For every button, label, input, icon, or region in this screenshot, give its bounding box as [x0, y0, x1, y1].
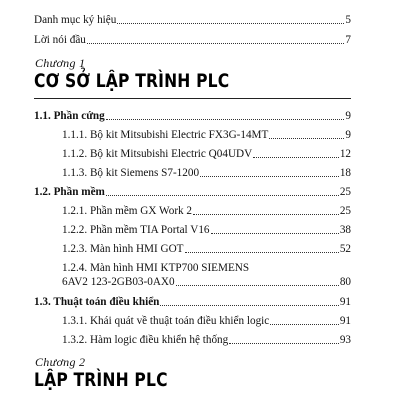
leader-dots — [106, 186, 339, 196]
toc-section-1-2[interactable] — [34, 186, 351, 199]
toc-entry-1-2-3[interactable] — [62, 243, 351, 256]
leader-dots — [229, 334, 339, 344]
toc-entry-label: 1.2.3. Màn hình HMI GOT — [62, 243, 184, 255]
toc-entry-label: Lời nói đầu — [34, 34, 86, 46]
toc-entry-1-2-2[interactable] — [62, 224, 351, 237]
leader-dots — [117, 14, 344, 24]
toc-entry-label: 1.1.3. Bộ kit Siemens S7-1200 — [62, 167, 200, 179]
leader-dots — [160, 296, 338, 306]
toc-entry-label: 1.3.2. Hàm logic điều khiển hệ thống — [62, 334, 229, 346]
toc-entry-label: 1.1.1. Bộ kit Mitsubishi Electric FX3G-14MT — [62, 129, 269, 141]
leader-dots — [211, 224, 339, 234]
toc-entry-label: 1.3. Thuật toán điều khiển — [34, 296, 160, 308]
toc-entry-symbols[interactable] — [34, 14, 351, 27]
toc-page-number: 18 — [339, 167, 351, 179]
toc-entry-1-3-1[interactable] — [62, 315, 351, 328]
toc-entry-1-2-4[interactable] — [62, 276, 351, 289]
toc-page-number: 9 — [345, 129, 351, 141]
toc-entry-preface[interactable] — [34, 34, 351, 47]
leader-dots — [106, 110, 345, 120]
chapter-2-label: Chương 2 — [35, 355, 86, 369]
toc-section-1-3[interactable] — [34, 296, 351, 309]
leader-dots — [193, 205, 339, 215]
toc-entry-label: 1.1.2. Bộ kit Mitsubishi Electric Q04UDV — [62, 148, 253, 160]
toc-entry-label: 1.3.1. Khái quát về thuật toán điều khiển logic — [62, 315, 270, 327]
toc-page-number: 12 — [339, 148, 351, 160]
toc-section-1-1[interactable] — [34, 110, 351, 123]
chapter-1-divider — [34, 98, 351, 99]
leader-dots — [185, 243, 339, 253]
leader-dots — [176, 276, 339, 286]
toc-entry-1-2-4-line1[interactable]: 1.2.4. Màn hình HMI KTP700 SIEMENS — [62, 262, 250, 274]
leader-dots — [200, 167, 339, 177]
toc-page-number: 52 — [339, 243, 351, 255]
toc-entry-label: 6AV2 123-2GB03-0AX0 — [62, 276, 175, 288]
toc-entry-label: 1.2.2. Phần mềm TIA Portal V16 — [62, 224, 210, 236]
chapter-2-title: LẬP TRÌNH PLC — [34, 369, 168, 391]
leader-dots — [270, 315, 339, 325]
toc-page-number: 91 — [339, 296, 351, 308]
toc-entry-label: Danh mục ký hiệu — [34, 14, 117, 26]
toc-entry-1-1-3[interactable] — [62, 167, 351, 180]
leader-dots — [87, 34, 345, 44]
toc-page-number: 5 — [345, 14, 351, 26]
toc-entry-1-1-1[interactable] — [62, 129, 351, 142]
toc-page-number: 93 — [339, 334, 351, 346]
toc-entry-1-2-1[interactable] — [62, 205, 351, 218]
toc-page-number: 25 — [339, 205, 351, 217]
toc-entry-1-1-2[interactable] — [62, 148, 351, 161]
toc-page-number: 80 — [339, 276, 351, 288]
toc-page-number: 9 — [345, 110, 351, 122]
chapter-1-title: CƠ SỞ LẬP TRÌNH PLC — [34, 70, 230, 92]
toc-entry-label: 1.2.1. Phần mềm GX Work 2 — [62, 205, 193, 217]
toc-page-number: 25 — [339, 186, 351, 198]
leader-dots — [253, 148, 339, 158]
toc-entry-1-3-2[interactable] — [62, 334, 351, 347]
leader-dots — [269, 129, 344, 139]
toc-entry-label: 1.2. Phần mềm — [34, 186, 105, 198]
toc-page-number: 91 — [339, 315, 351, 327]
toc-page-number: 38 — [339, 224, 351, 236]
chapter-1-label: Chương 1 — [35, 56, 86, 70]
toc-page-number: 7 — [345, 34, 351, 46]
toc-entry-label: 1.1. Phần cứng — [34, 110, 105, 122]
